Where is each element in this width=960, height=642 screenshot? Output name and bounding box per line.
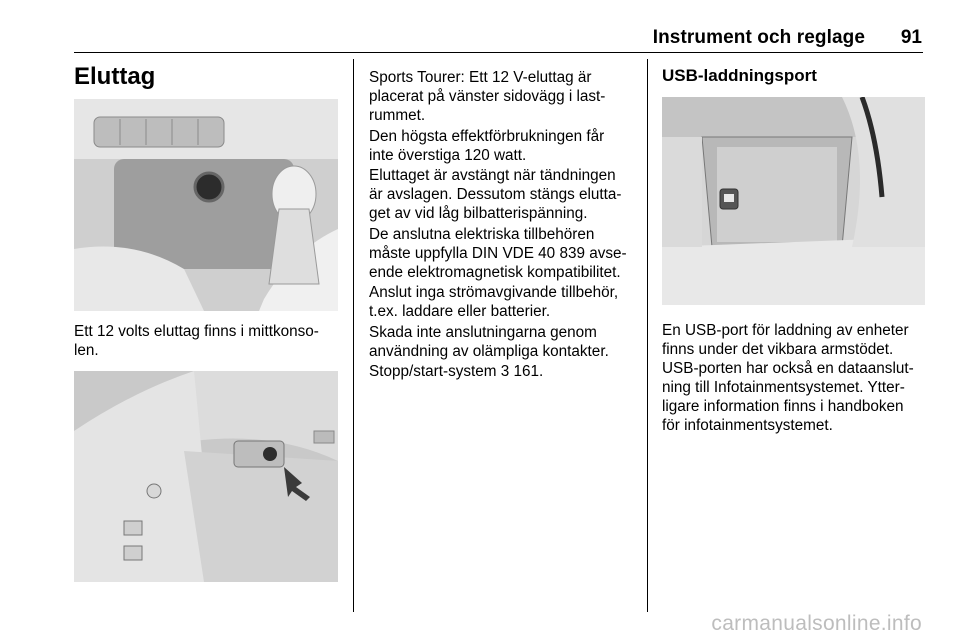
caption-center-console-line2: len. <box>74 342 99 359</box>
caption-center-console-line1: Ett 12 volts eluttag finns i mittkonso- <box>74 323 319 340</box>
usb-text-line5: ligare information finns i handboken <box>662 398 904 415</box>
para-3-line3: get av vid låg bilbatterispänning. <box>369 205 588 222</box>
para-3-line1: Eluttaget är avstängt när tändningen <box>369 167 616 184</box>
heading-eluttag: Eluttag <box>74 63 156 90</box>
para-5-line1: Anslut inga strömavgivande tillbehör, <box>369 284 619 301</box>
para-1-line2: placerat på vänster sidovägg i last- <box>369 88 606 105</box>
usb-text-line1: En USB-port för laddning av enheter <box>662 322 909 339</box>
para-4-line1: De anslutna elektriska tillbehören <box>369 226 595 243</box>
para-4-line2: måste uppfylla DIN VDE 40 839 avse- <box>369 245 627 262</box>
para-6-line2: användning av olämpliga kontakter. <box>369 343 609 360</box>
figure-cargo-socket <box>74 371 338 582</box>
para-1-line1: Sports Tourer: Ett 12 V-eluttag är <box>369 69 592 86</box>
para-7-stopstart-link[interactable] <box>369 362 543 381</box>
page-reference-number: 161. <box>513 363 544 380</box>
para-4-line3: ende elektromagnetisk kompatibilitet. <box>369 264 621 281</box>
column-divider-1 <box>353 59 354 612</box>
section-title: Instrument och reglage <box>652 27 865 48</box>
header-rule <box>74 52 923 53</box>
para-2-line2: inte överstiga 120 watt. <box>369 147 527 164</box>
footer-watermark: carmanualsonline.info <box>711 612 922 635</box>
para-3-line2: är avslagen. Dessutom stängs elutta- <box>369 186 622 203</box>
usb-text-line3: USB-porten har också en dataanslut- <box>662 360 914 377</box>
usb-text-line6: för infotainmentsystemet. <box>662 417 833 434</box>
figure-usb-armrest <box>662 97 925 305</box>
para-1-line3: rummet. <box>369 107 426 124</box>
usb-text-line2: finns under det vikbara armstödet. <box>662 341 894 358</box>
page-reference-arrow-icon: 3 <box>500 363 510 380</box>
usb-text-line4: ning till Infotainmentsystemet. Ytter- <box>662 379 905 396</box>
stopstart-label: Stopp/start-system <box>369 363 497 380</box>
column-divider-2 <box>647 59 648 612</box>
para-2-line1: Den högsta effektförbrukningen får <box>369 128 605 145</box>
figure-center-console-socket <box>74 99 338 311</box>
para-6-line1: Skada inte anslutningarna genom <box>369 324 597 341</box>
page-number: 91 <box>900 27 922 48</box>
para-5-line2: t.ex. laddare eller batterier. <box>369 303 551 320</box>
heading-usb-port: USB-laddningsport <box>662 66 817 85</box>
